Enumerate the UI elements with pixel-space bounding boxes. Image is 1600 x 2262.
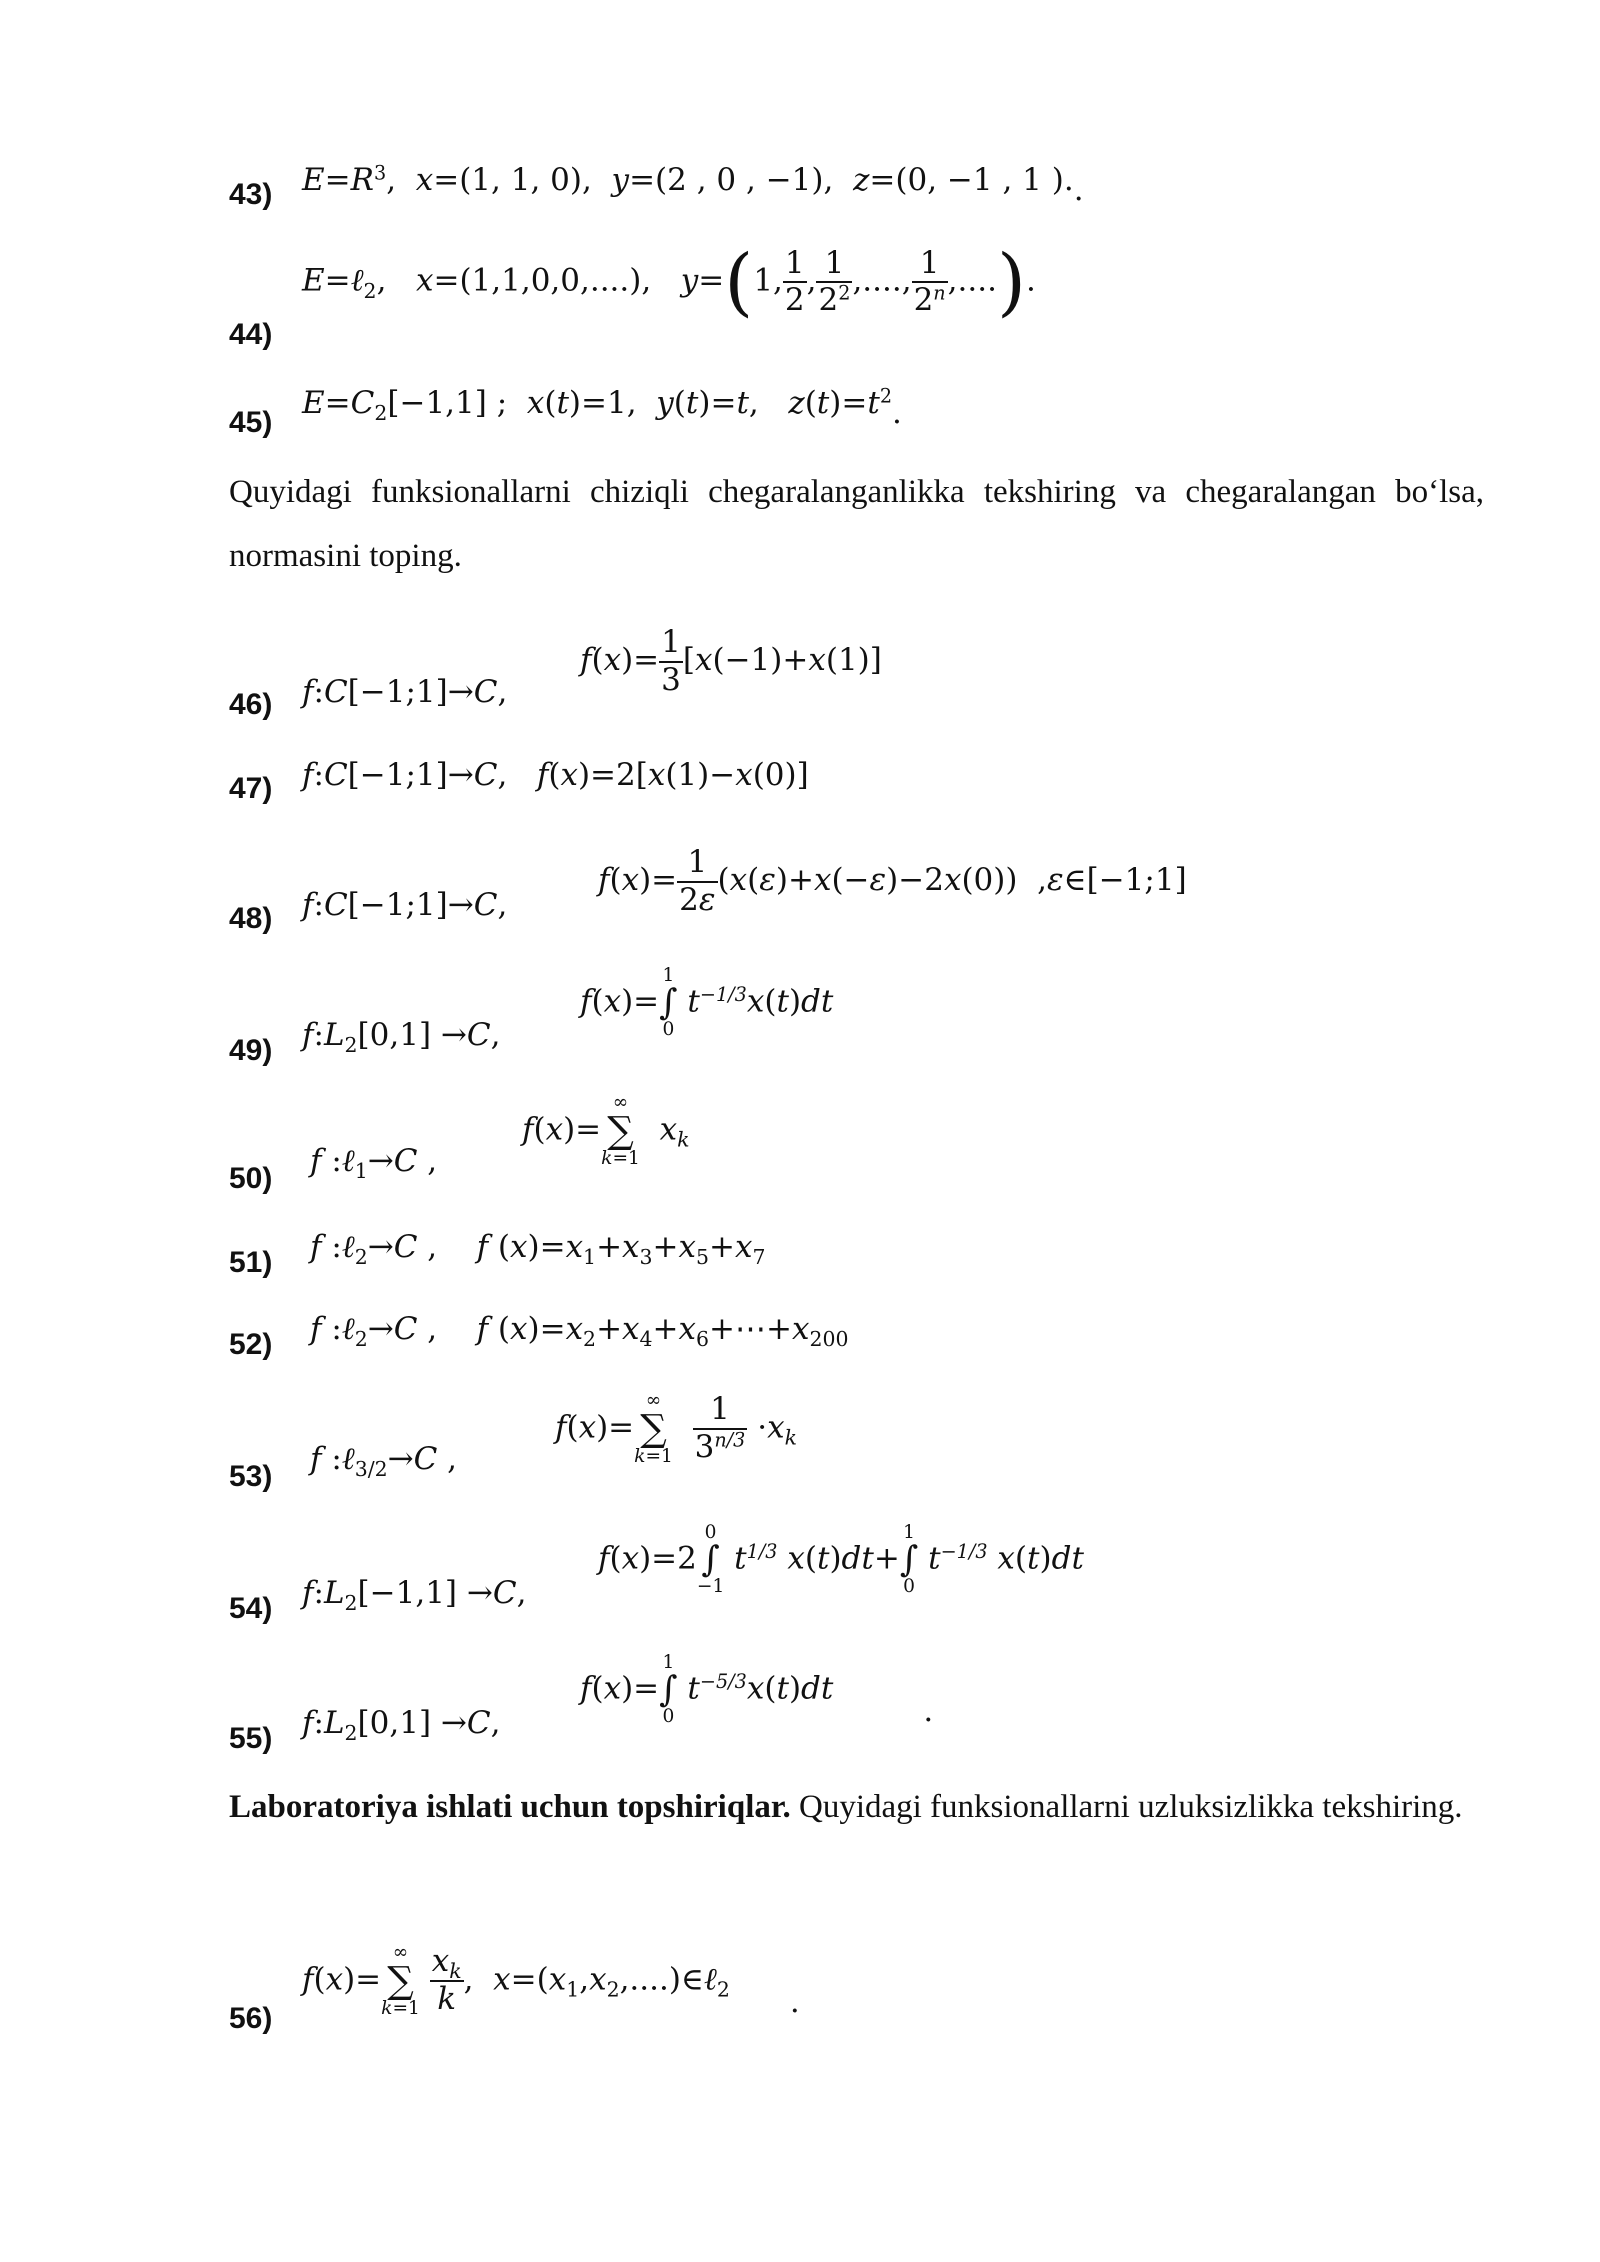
problem-formula-rhs: f(x)=20 ∫ −1 $t^{1/3}$ x(t)dt+1 ∫ 0 $t^{-1/3}$ x(t)dt [598,1522,1084,1598]
problem-number: 55) [229,1722,273,1755]
lab-heading: Laboratoriya ishlati uchun topshiriqlar. [229,1789,791,1825]
problem-formula-rhs: f(x)=1 ∫ 0 $t^{-1/3}x(t)dt$ [580,965,834,1041]
problem-formula: f :ℓ$_2$→C , f $(x)=x_1+x_3+x_5+x_7$ [310,1229,766,1270]
problem-number: 43) [229,178,273,211]
problem-formula: $f:L_2[-1,1] \to C$, [302,1575,527,1616]
problem-number: 48) [229,902,273,935]
problem-number: 46) [229,688,273,721]
problem-number: 47) [229,772,273,805]
problem-number: 56) [229,2002,273,2035]
problem-formula: $f:L_2[0,1] \to C$, [302,1705,501,1746]
problem-number: 49) [229,1034,273,1067]
problem-formula: f:C[−1;1]→C, [302,674,508,710]
problem-formula-rhs: f(x)=∞ ∑ k=1 $\frac{1}{3^{n/3}}$ $\cdot x_k$ [555,1390,797,1467]
problem-formula: f:C[−1;1]→C, f(x)=2[x(1)−x(0)] [302,757,809,793]
problem-formula: E=ℓ$_2$, x=(1,1,0,0,....), y=(1, $\frac{1}{2}$ , $\frac{1}{2^2}$ ,...., $\frac{1}{2^n}$ ,....). [302,238,1036,325]
lab-paragraph [229,1775,1484,1839]
problem-formula: f:C[−1;1]→C, [302,887,508,923]
problem-formula-rhs: f(x)= $\frac{1}{3}$ [x(−1)+x(1)] [580,624,882,698]
lab-text: Quyidagi funksionallarni uzluksizlikka tekshiring. [790,1789,1463,1825]
problem-number: 54) [229,1592,273,1625]
problem-number: 44) [229,318,273,351]
problem-formula: f :ℓ$_1$→C , [310,1143,438,1184]
problem-number: 51) [229,1246,273,1279]
problem-formula: f :ℓ$_2$→C , f $(x)=x_2+x_4+x_6+\cdots+x_{200}$ [310,1311,849,1352]
problem-formula-rhs: f(x)=∞ ∑ k=1 $x_k$ [522,1092,690,1169]
problem-formula-rhs: f(x)=1 ∫ 0 $t^{-5/3}x(t)dt$. [580,1652,934,1729]
problem-formula: f :ℓ$_{3/2}$→C , [310,1441,458,1482]
problem-number: 53) [229,1460,273,1493]
problem-formula-rhs: f(x)= $\frac{1}{2\varepsilon}$ (x(ε)+x(−ε)−2x(0)) ,ε∈[−1;1] [598,844,1187,918]
problem-formula: $f:L_2[0,1] \to C$, [302,1017,501,1058]
problem-number: 52) [229,1328,273,1361]
instruction-paragraph: Quyidagi funksionallarni chiziqli chegaralanganlikka tekshiring va chegaralangan bo‘lsa, normasini toping. [229,474,1484,574]
problem-formula: $E=C_2[-1,1]$ ; x(t)=1, y(t)=t, $z(t)=t^2$. [302,384,902,431]
problem-formula: f(x)=∞ ∑ k=1 $\frac{x_k}{k}$ , $x=(x_1,x_2,....)\in\ell_2$ . [302,1942,800,2020]
problem-number: 50) [229,1162,273,1195]
problem-number: 45) [229,406,273,439]
problem-formula: $E=R^3$, x=(1, 1, 0), y=(2 , 0 , −1), z=(0, −1 , 1 ).. [302,161,1084,208]
